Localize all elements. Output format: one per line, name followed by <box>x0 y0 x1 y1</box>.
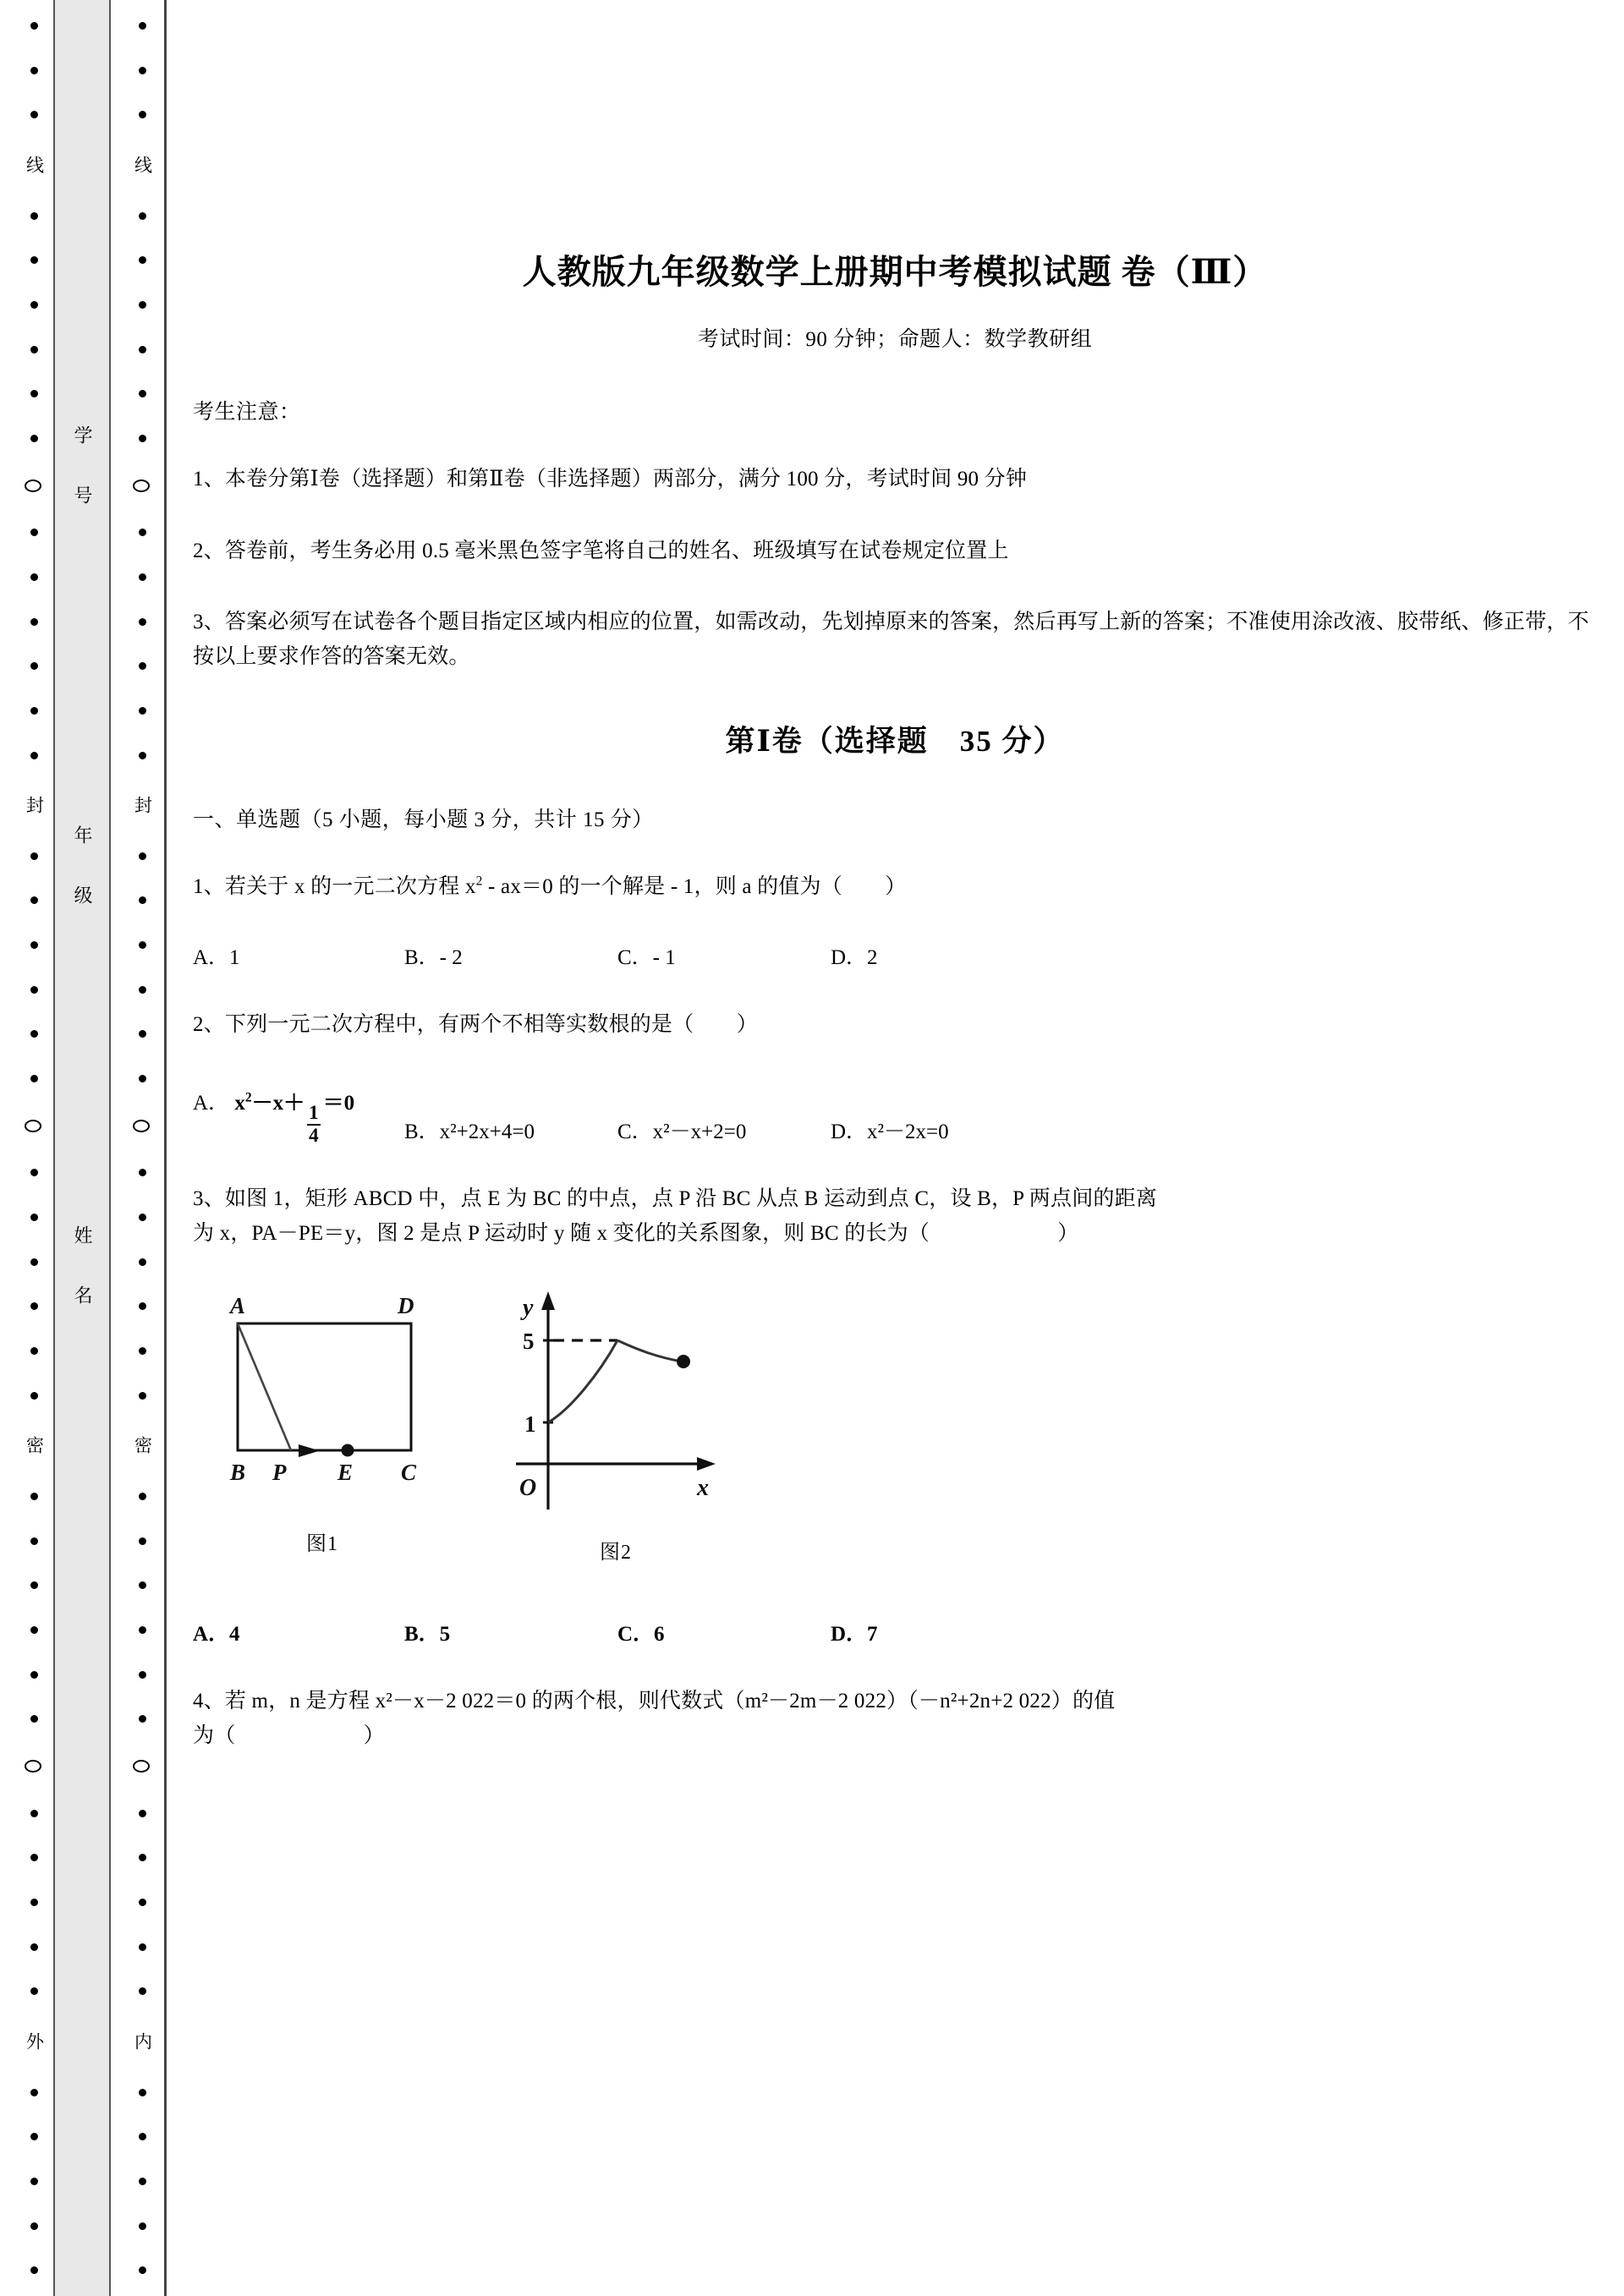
exam-subtitle: 考试时间：90 分钟；命题人：数学教研组 <box>697 328 1093 351</box>
seal-dotted-line-left <box>24 0 45 2296</box>
fraction-numerator: 1 <box>309 1102 319 1124</box>
content-divider-rule <box>164 0 167 2296</box>
question-2-option-a-middle: －x＋ <box>251 1092 305 1115</box>
question-3-stem <box>193 1182 1597 1251</box>
seal-label-student-id: 学 号 <box>72 425 93 515</box>
question-2-stem: 2、下列一元二次方程中，有两个不相等实数根的是（ ） <box>193 1012 758 1036</box>
question-4-stem <box>193 1685 1597 1753</box>
question-2-option-b[interactable]: B．x²+2x+4=0 <box>404 1121 535 1144</box>
notice-heading: 考生注意： <box>193 401 301 424</box>
svg-text:A: A <box>230 1293 246 1319</box>
binding-margin <box>0 0 166 2296</box>
seal-label-grade: 年 级 <box>72 825 93 914</box>
seal-mark-secret-right: 密 <box>132 1436 153 1456</box>
svg-text:O: O <box>519 1475 537 1502</box>
seal-ring-right-1 <box>133 479 150 492</box>
notice-item-1: 1、本卷分第Ⅰ卷（选择题）和第Ⅱ卷（非选择题）两部分，满分 100 分，考试时间 90 分钟 <box>193 468 1028 490</box>
part-one-title: 第Ⅰ卷（选择题 35 分） <box>725 725 1065 758</box>
question-2-option-a-exponent: 2 <box>244 1090 252 1105</box>
section-heading-single-choice: 一、单选题（5 小题，每小题 3 分，共计 15 分） <box>193 808 654 831</box>
svg-text:D: D <box>398 1293 414 1319</box>
question-1-option-b[interactable]: B．- 2 <box>404 945 463 969</box>
question-4-stem-line-1: 4、若 m，n 是方程 x²－x－2 022＝0 的两个根，则代数式（m²－2m－2 022）（－n²+2n+2 022）的值 <box>193 1690 1116 1713</box>
exam-content <box>193 0 1597 1753</box>
seal-mark-secret-left: 密 <box>24 1436 45 1456</box>
notice-item-2: 2、答卷前，考生务必用 0.5 毫米黑色签字笔将自己的姓名、班级填写在试卷规定位置上 <box>193 539 1009 562</box>
question-2-option-a-prefix: A． <box>193 1092 230 1115</box>
seal-ring-left-1 <box>25 479 41 492</box>
question-3-option-b[interactable]: B．5 <box>404 1623 451 1647</box>
svg-text:1: 1 <box>524 1411 536 1438</box>
figure-2-graph <box>489 1281 743 1564</box>
seal-gray-band <box>53 0 111 2296</box>
seal-mark-seal-right: 封 <box>132 796 153 816</box>
svg-text:y: y <box>523 1295 534 1322</box>
seal-mark-seal-left: 封 <box>24 796 45 816</box>
seal-mark-inside-right: 内 <box>132 2031 153 2052</box>
question-4-stem-line-2: 为（ ） <box>193 1723 385 1747</box>
question-3-option-a[interactable]: A．4 <box>193 1623 240 1647</box>
figure-1-rectangle-abcd <box>200 1290 445 1556</box>
figure-2-svg <box>489 1281 743 1522</box>
question-3-figures <box>193 1290 1597 1581</box>
page-title: 人教版九年级数学上册期中考模拟试题 卷（Ⅲ） <box>522 253 1268 291</box>
notice-item-3: 3、答案必须写在试卷各个题目指定区域内相应的位置，如需改动，先划掉原来的答案，然后再写上新的答案；不准使用涂改液、胶带纸、修正带，不按以上要求作答的答案无效。 <box>193 611 1589 668</box>
question-3-stem-line-2: 为 x，PA－PE＝y，图 2 是点 P 运动时 y 随 x 变化的关系图象，则 BC 的长为（ ） <box>193 1221 1079 1245</box>
svg-text:E: E <box>337 1460 354 1486</box>
question-1-option-a[interactable]: A．1 <box>193 945 240 969</box>
seal-ring-right-2 <box>133 1120 150 1132</box>
question-3-option-d[interactable]: D．7 <box>831 1623 878 1647</box>
question-2-option-a[interactable] <box>193 1086 404 1145</box>
figure-1-caption: 图1 <box>306 1533 338 1556</box>
seal-ring-right-3 <box>133 1760 150 1773</box>
question-2-option-a-base: x <box>234 1092 245 1115</box>
svg-text:5: 5 <box>523 1329 535 1355</box>
question-1-stem-pre: 1、若关于 x 的一元二次方程 x <box>193 875 476 898</box>
svg-text:P: P <box>272 1460 287 1486</box>
figure-2-caption: 图2 <box>600 1542 632 1564</box>
question-2-option-c[interactable]: C．x²－x+2=0 <box>617 1121 747 1144</box>
seal-label-name: 姓 名 <box>72 1225 93 1314</box>
svg-text:B: B <box>230 1460 246 1486</box>
question-2-option-a-tail: ＝0 <box>322 1092 355 1115</box>
svg-text:x: x <box>697 1475 709 1502</box>
question-1-options <box>193 940 1597 971</box>
question-1-stem <box>193 870 1597 905</box>
question-3-stem-line-1: 3、如图 1，矩形 ABCD 中，点 E 为 BC 的中点，点 P 沿 BC 从点 B 运动到点 C，设 B，P 两点间的距离 <box>193 1187 1158 1211</box>
figure-1-svg <box>200 1290 445 1514</box>
question-2-option-d[interactable]: D．x²－2x=0 <box>831 1121 949 1144</box>
seal-ring-left-3 <box>25 1760 41 1773</box>
fraction-denominator: 4 <box>309 1125 319 1147</box>
svg-text:C: C <box>401 1460 417 1486</box>
seal-mark-outside-left: 外 <box>24 2031 45 2052</box>
question-3-option-c[interactable]: C．6 <box>617 1623 665 1647</box>
seal-mark-line-right: 线 <box>132 155 153 175</box>
question-2-options <box>193 1086 1597 1145</box>
question-1-option-c[interactable]: C．- 1 <box>617 945 676 969</box>
seal-dotted-line-right <box>132 0 153 2296</box>
question-1-stem-post: - ax＝0 的一个解是 - 1，则 a 的值为（ ） <box>482 875 907 898</box>
seal-ring-left-2 <box>25 1120 41 1132</box>
question-2-option-a-fraction <box>307 1103 321 1145</box>
seal-mark-line-left: 线 <box>24 155 45 175</box>
question-1-option-d[interactable]: D．2 <box>831 945 878 969</box>
question-1-stem-exponent: 2 <box>475 874 483 889</box>
question-3-options <box>193 1617 1597 1647</box>
